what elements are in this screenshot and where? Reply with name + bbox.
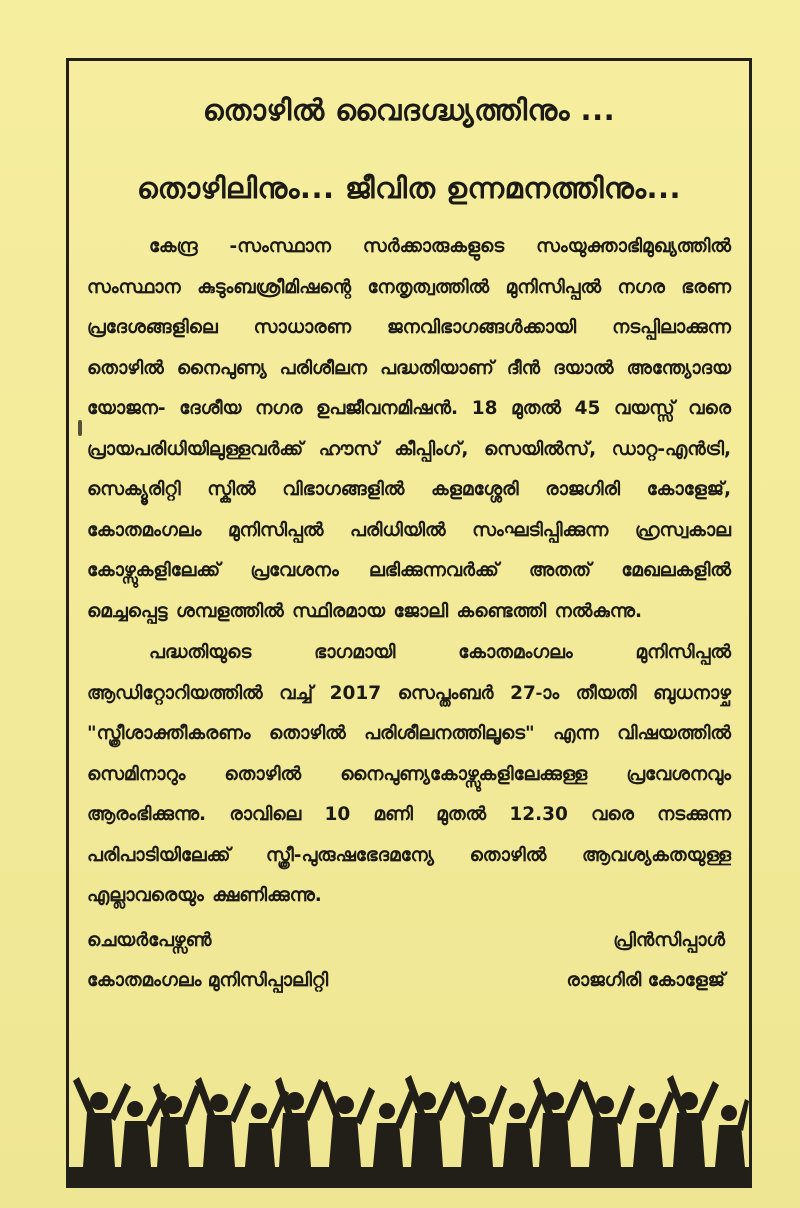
signatory-left [87, 921, 328, 1001]
crowd-figure-group-3 [321, 1075, 457, 1167]
headline-primary: തൊഴിൽ വൈദഗ്ദ്ധ്യത്തിനും ... [202, 93, 616, 127]
notice-frame [66, 58, 752, 1188]
signatory-right-title: പ്രിൻസിപ്പാൾ [613, 930, 725, 951]
signatory-left-organization: കോതമംഗലം മുനിസിപ്പാലിറ്റി [87, 970, 329, 991]
body-paragraph-2: പദ്ധതിയുടെ ഭാഗമായി കോതമംഗലം മുനിസിപ്പൽ ആഡിറ്റോറിയത്തിൽ വച്ച് 2017 സെപ്തംബർ 27-ാം തീയതി ബുധനാഴ്ച "സ്ത്രീശാക്തീകരണം തൊഴിൽ പരിശീലനത്തിലൂടെ" എന്ന വിഷയത്തിൽ സെമിനാറും തൊഴിൽ നൈപുണ്യകോഴ്സുകളിലേക്കുള്ള പ്രവേശനവും ആരംഭിക്കുന്നു. രാവിലെ 10 മണി മുതൽ 12.30 വരെ നടക്കുന്ന പരിപാടിയിലേക്ക് സ്ത്രീ-പുരുഷഭേദമന്യേ തൊഴിൽ ആവശ്യകതയുള്ള എല്ലാവരെയും ക്ഷണിക്കുന്നു. [87, 642, 731, 906]
signatory-right [567, 921, 725, 1001]
signatory-right-organization: രാജഗിരി കോളേജ് [566, 970, 725, 991]
crowd-figure-group-2 [195, 1077, 325, 1167]
signatory-left-title: ചെയർപേഴ്സൺ [87, 930, 212, 951]
body-paragraph-1: കേന്ദ്ര -സംസ്ഥാന സർക്കാരുകളുടെ സംയുക്താഭിമുഖ്യത്തിൽ സംസ്ഥാന കുടുംബശ്രീമിഷന്റെ നേതൃത്വത്തിൽ മുനിസിപ്പൽ നഗര ഭരണ പ്രദേശങ്ങളിലെ സാധാരണ ജനവിഭാഗങ്ങൾക്കായി നടപ്പിലാക്കുന്ന തൊഴിൽ നൈപുണ്യ പരിശീലന പദ്ധതിയാണ് ദീൻ ദയാൽ അന്ത്യോദയ യോജന- ദേശീയ നഗര ഉപജീവനമിഷൻ. 18 മുതൽ 45 വയസ്സ് വരെ പ്രായപരിധിയിലുള്ളവർക്ക് ഹൗസ് കീപ്പിംഗ്, സെയിൽസ്, ഡാറ്റ-എൻട്രി, സെക്യൂരിറ്റി സ്കിൽ വിഭാഗങ്ങളിൽ കളമശ്ശേരി രാജഗിരി കോളേജ്, കോതമംഗലം മുനിസിപ്പൽ പരിധിയിൽ സംഘടിപ്പിക്കുന്ന ഹ്രസ്വകാല കോഴ്സുകളിലേക്ക് പ്രവേശനം ലഭിക്കുന്നവർക്ക് അതത് മേഖലകളിൽ മെച്ചപ്പെട്ട ശമ്പളത്തിൽ സ്ഥിരമായ ജോലി കണ്ടെത്തി നൽകുന്നു. [87, 236, 731, 622]
crowd-raised-hands-icon [69, 1035, 749, 1185]
crowd-figure-group-1 [73, 1077, 201, 1167]
crowd-figure-group-4 [453, 1077, 585, 1167]
crowd-figure-group-5 [581, 1075, 749, 1167]
headline-secondary: തൊഴിലിനും... ജീവിത ഉന്നമനത്തിനും... [136, 171, 682, 205]
